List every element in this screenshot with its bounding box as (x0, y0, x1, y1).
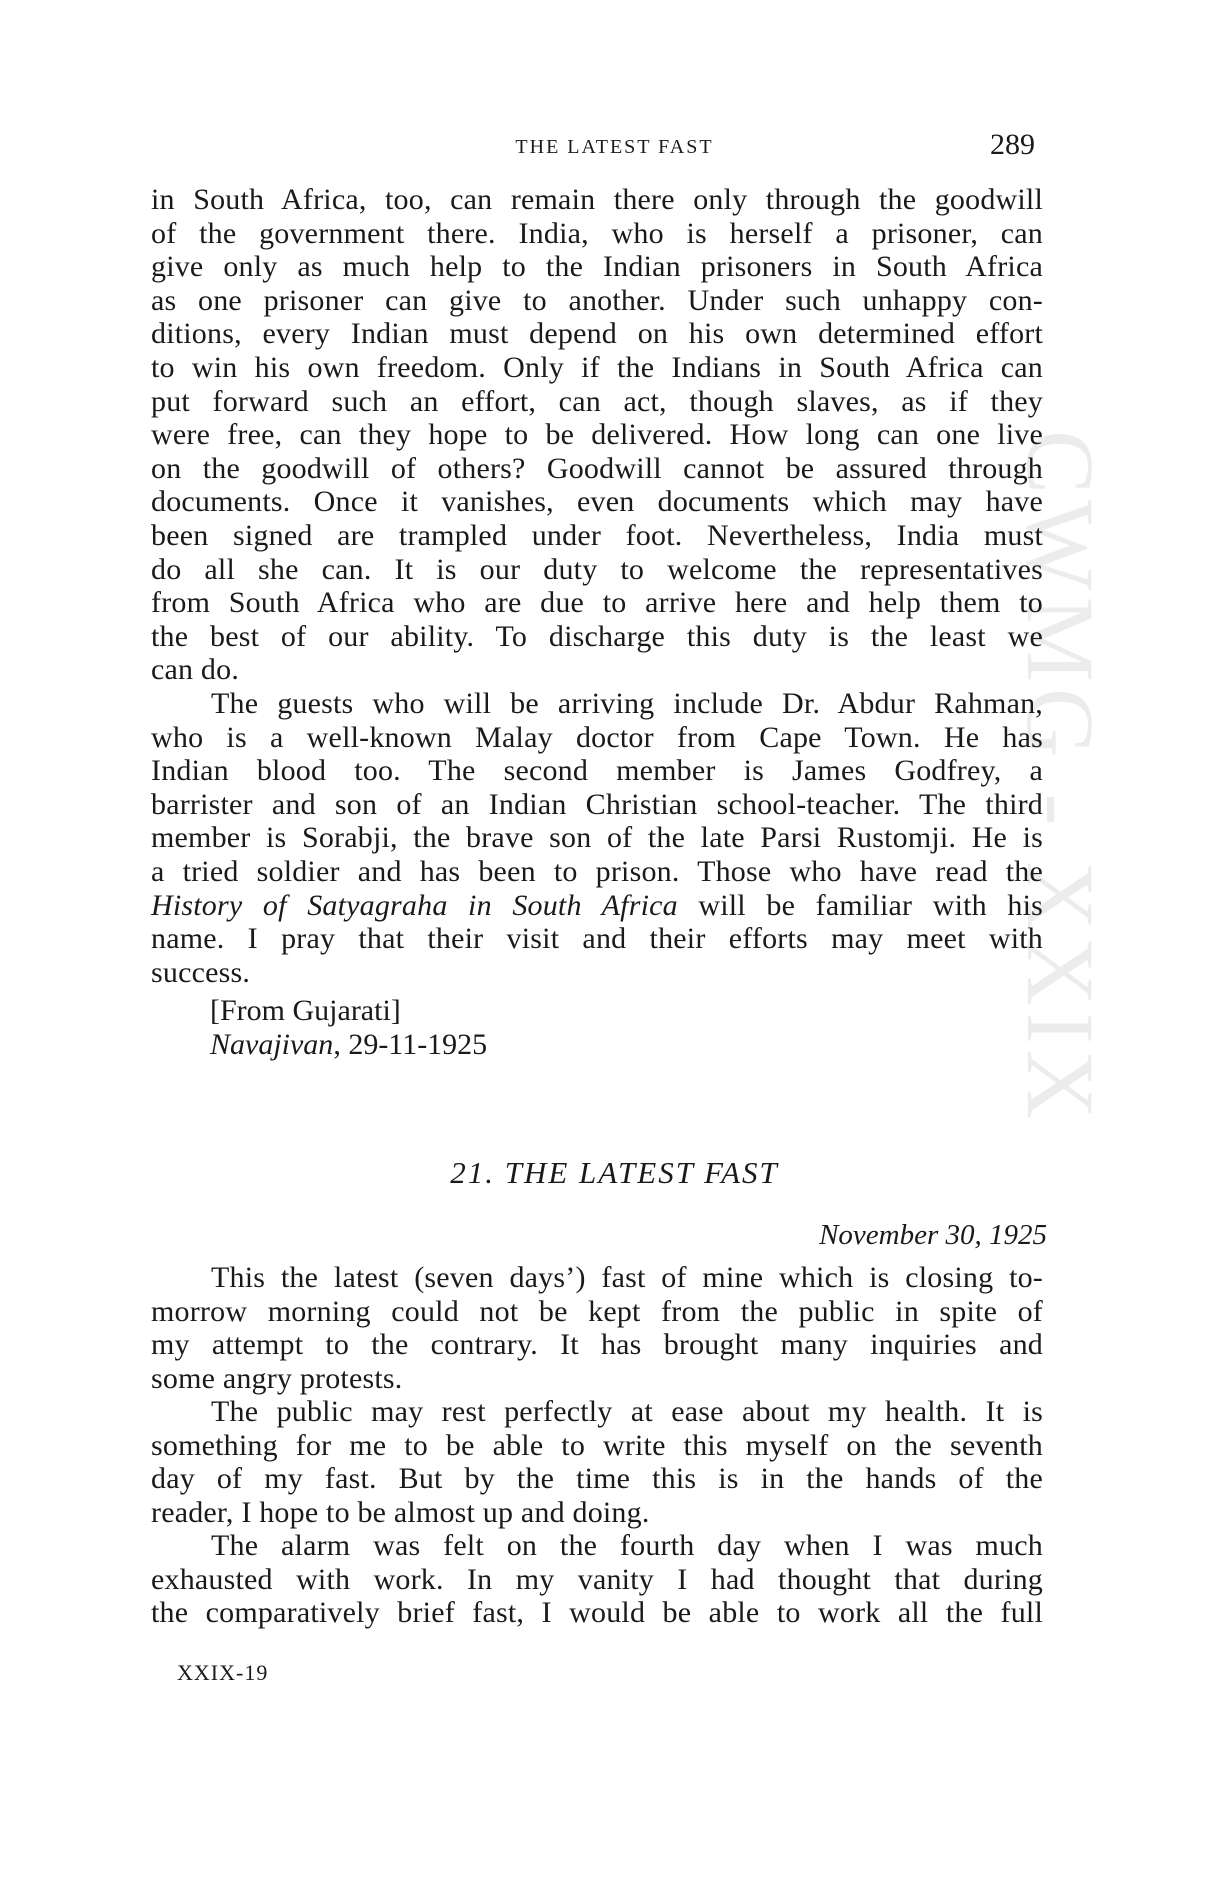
text-line: something for me to be able to write this myself on the seventh (151, 1428, 1043, 1462)
book-title: History of Satyagraha in South Africa (151, 888, 678, 922)
page-number: 289 (990, 128, 1035, 161)
watermark: CWMG - XXIX (1007, 430, 1114, 1126)
text-line: the best of our ability. To discharge this duty is the least we (151, 619, 1043, 653)
text-line: Indian blood too. The second member is James Godfrey, a (151, 754, 1043, 788)
text-line: ditions, every Indian must depend on his own determined effort (151, 317, 1043, 351)
paragraph-1 (151, 183, 1043, 687)
text-line: barrister and son of an Indian Christian school-teacher. The third (151, 787, 1043, 821)
running-title: THE LATEST FAST (515, 136, 714, 158)
paragraph-5 (151, 1529, 1043, 1630)
text-line: exhausted with work. In my vanity I had thought that during (151, 1562, 1043, 1596)
dateline: November 30, 1925 (819, 1219, 1047, 1251)
text-line: The guests who will be arriving include Dr. Abdur Rahman, (211, 687, 1043, 720)
source-note: [From Gujarati] (210, 994, 401, 1027)
text-line: success. (151, 955, 251, 989)
text-line: been signed are trampled under foot. Nevertheless, India must (151, 518, 1043, 552)
text-line: the comparatively brief fast, I would be able to work all the full (151, 1596, 1043, 1630)
text-line: can do. (151, 653, 240, 687)
text-line: morrow morning could not be kept from the public in spite of (151, 1294, 1043, 1328)
text-line: documents. Once it vanishes, even documents which may have (151, 485, 1043, 519)
text-line: were free, can they hope to be delivered. How long can one live (151, 418, 1043, 452)
text-line: give only as much help to the Indian prisoners in South Africa (151, 250, 1043, 284)
text-line: on the goodwill of others? Goodwill cannot be assured through (151, 451, 1043, 485)
text-line: to win his own freedom. Only if the Indians in South Africa can (151, 350, 1043, 384)
volume-code: XXIX-19 (177, 1660, 269, 1685)
citation (210, 1028, 487, 1062)
paragraph-4 (151, 1395, 1043, 1529)
publication-name: Navajivan (210, 1028, 334, 1061)
text-line: some angry protests. (151, 1361, 403, 1395)
text-line: my attempt to the contrary. It has brought many inquiries and (151, 1328, 1043, 1362)
text-fragment: will be familiar with his (677, 888, 1043, 922)
text-line: from South Africa who are due to arrive here and help them to (151, 586, 1043, 620)
text-line: put forward such an effort, can act, though slaves, as if they (151, 384, 1043, 418)
text-line: reader, I hope to be almost up and doing. (151, 1495, 650, 1529)
paragraph-2 (151, 687, 1043, 989)
text-line: This the latest (seven days’) fast of mine which is closing to- (211, 1261, 1043, 1294)
paragraph-3 (151, 1261, 1043, 1395)
text-line: name. I pray that their visit and their efforts may meet with (151, 922, 1043, 956)
text-line: do all she can. It is our duty to welcome the representatives (151, 552, 1043, 586)
text-line: as one prisoner can give to another. Under such unhappy con- (151, 283, 1043, 317)
text-line: a tried soldier and has been to prison. Those who have read the (151, 854, 1043, 888)
text-line: The alarm was felt on the fourth day when I was much (211, 1529, 1043, 1562)
text-line: of the government there. India, who is herself a prisoner, can (151, 216, 1043, 250)
text-line: The public may rest perfectly at ease about my health. It is (211, 1395, 1043, 1428)
publication-date: , 29-11-1925 (333, 1028, 488, 1061)
text-line: member is Sorabji, the brave son of the late Parsi Rustomji. He is (151, 821, 1043, 855)
text-line: day of my fast. But by the time this is in the hands of the (151, 1462, 1043, 1496)
text-line: who is a well-known Malay doctor from Cape Town. He has (151, 720, 1043, 754)
text-line (151, 889, 1043, 923)
text-line: in South Africa, too, can remain there only through the goodwill (151, 183, 1043, 216)
article-title: 21. THE LATEST FAST (450, 1155, 779, 1190)
